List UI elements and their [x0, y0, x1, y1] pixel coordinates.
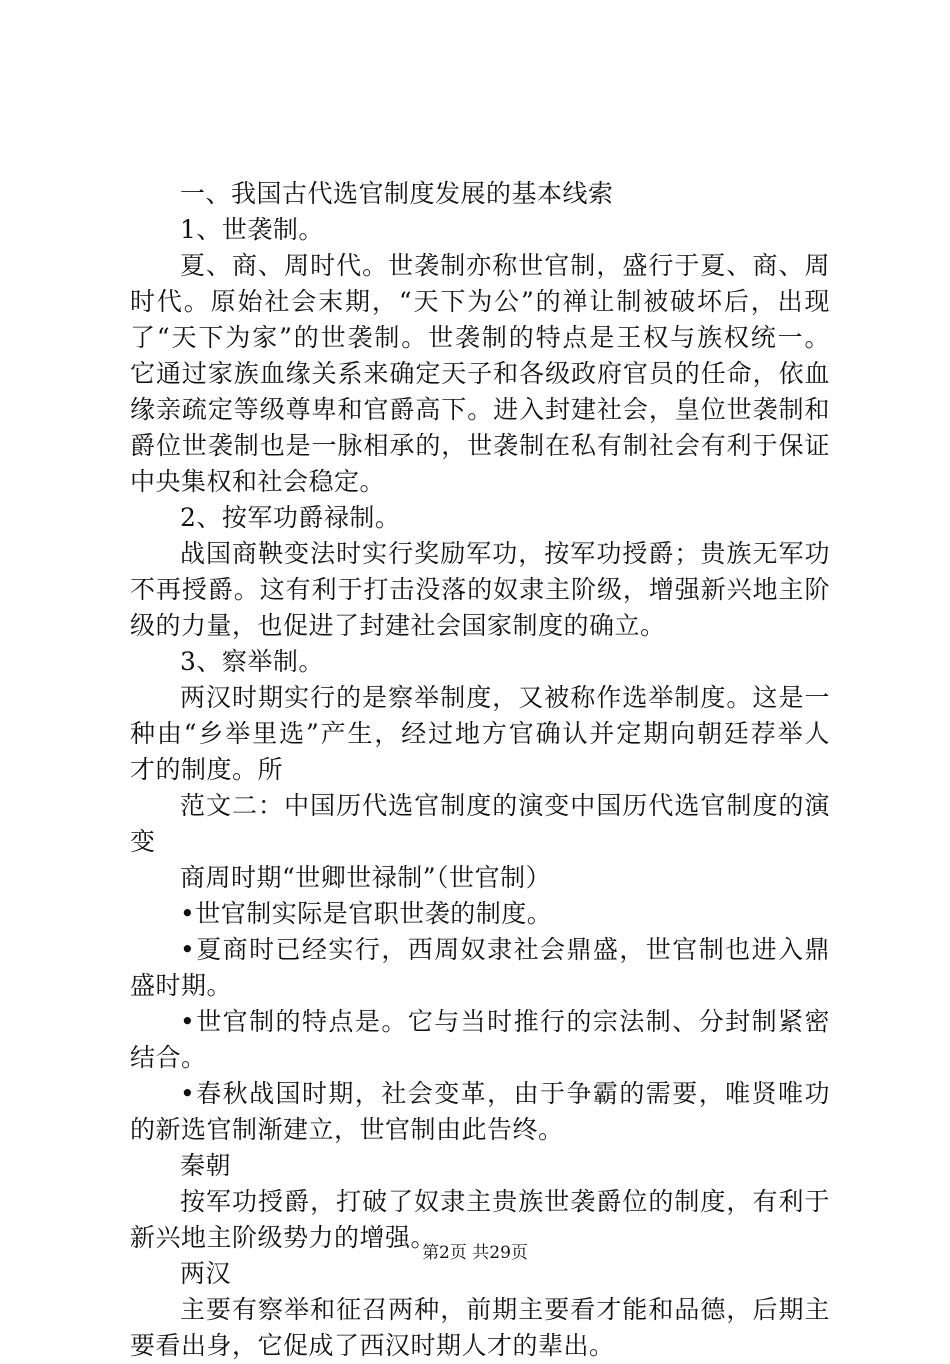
text-line: 主要有察举和征召两种，前期主要看才能和品德，后期主: [180, 1295, 830, 1324]
text-line: 缘亲疏定等级尊卑和官爵高下。进入封建社会，皇位世袭制和: [130, 395, 830, 424]
text-line: 变: [130, 827, 156, 856]
text-line: 3、察举制。: [180, 647, 324, 676]
text-line: •世官制实际是官职世袭的制度。: [180, 899, 553, 928]
text-line: 新兴地主阶级势力的增强。: [130, 1223, 437, 1252]
text-line: 范文二：中国历代选官制度的演变中国历代选官制度的演: [180, 791, 830, 820]
text-line: 两汉: [180, 1259, 232, 1288]
text-line: 它通过家族血缘关系来确定天子和各级政府官员的任命，依血: [130, 359, 830, 388]
text-line: 种由“乡举里选”产生，经过地方官确认并定期向朝廷荐举人: [130, 719, 830, 748]
text-line: 了“天下为家”的世袭制。世袭制的特点是王权与族权统一。: [130, 323, 830, 352]
text-line: 中央集权和社会稳定。: [130, 467, 386, 496]
text-line: 商周时期“世卿世禄制”（世官制）: [180, 863, 552, 892]
text-line: 结合。: [130, 1043, 207, 1072]
text-line: 的新选官制渐建立，世官制由此告终。: [130, 1115, 564, 1144]
text-line: 时代。原始社会末期，“天下为公”的禅让制被破坏后，出现: [130, 287, 830, 316]
text-line: 不再授爵。这有利于打击没落的奴隶主阶级，增强新兴地主阶: [130, 575, 830, 604]
text-line: 级的力量，也促进了封建社会国家制度的确立。: [130, 611, 666, 640]
text-line: •春秋战国时期，社会变革，由于争霸的需要，唯贤唯功: [180, 1079, 830, 1108]
text-line: 爵位世袭制也是一脉相承的，世袭制在私有制社会有利于保证: [130, 431, 830, 460]
text-line: 1、世袭制。: [180, 215, 324, 244]
text-line: 按军功授爵，打破了奴隶主贵族世袭爵位的制度，有利于: [180, 1187, 830, 1216]
text-line: 秦朝: [180, 1151, 232, 1180]
text-line: 一、我国古代选官制度发展的基本线索: [180, 179, 614, 208]
text-line: 要看出身，它促成了西汉时期人才的辈出。: [130, 1331, 615, 1360]
text-line: 战国商鞅变法时实行奖励军功，按军功授爵；贵族无军功: [180, 539, 830, 568]
text-line: 盛时期。: [130, 971, 233, 1000]
text-line: •夏商时已经实行，西周奴隶社会鼎盛，世官制也进入鼎: [180, 935, 830, 964]
text-line: 才的制度。所: [130, 755, 284, 784]
page-number-footer: 第2页 共29页: [422, 1243, 528, 1263]
text-line: •世官制的特点是。它与当时推行的宗法制、分封制紧密: [180, 1007, 830, 1036]
text-line: 2、按军功爵禄制。: [180, 503, 401, 532]
document-body: [130, 176, 830, 1364]
text-line: 夏、商、周时代。世袭制亦称世官制，盛行于夏、商、周: [180, 251, 830, 280]
text-line: 两汉时期实行的是察举制度，又被称作选举制度。这是一: [180, 683, 830, 712]
